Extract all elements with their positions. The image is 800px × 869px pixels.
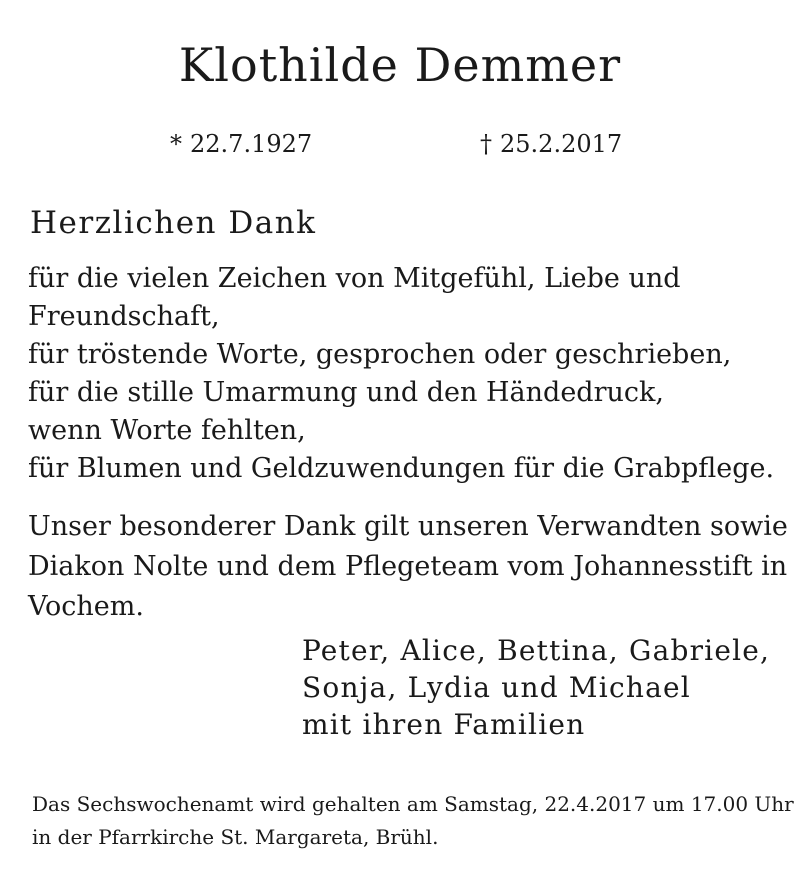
body-line: für die vielen Zeichen von Mitgefühl, Liebe und: [28, 263, 681, 294]
body-line: für Blumen und Geldzuwendungen für die Grabpflege.: [28, 453, 775, 484]
cross-icon: †: [480, 130, 492, 158]
signers: [302, 632, 770, 743]
special-thanks: [28, 507, 788, 627]
deceased-name: Klothilde Demmer: [178, 38, 622, 92]
death-date: 25.2.2017: [500, 130, 623, 158]
asterisk-icon: *: [170, 130, 182, 158]
body-line: für die stille Umarmung und den Händedruck,: [28, 377, 664, 408]
thanks-heading: Herzlichen Dank: [30, 205, 317, 241]
death-date-row: [480, 130, 622, 159]
signer-line: mit ihren Familien: [302, 708, 586, 741]
service-line: in der Pfarrkirche St. Margareta, Brühl.: [32, 825, 439, 849]
special-line: Vochem.: [28, 591, 144, 622]
thanks-body: [28, 260, 788, 488]
service-line: Das Sechswochenamt wird gehalten am Samstag, 22.4.2017 um 17.00 Uhr: [32, 792, 794, 816]
birth-date-row: [170, 130, 312, 159]
body-line: wenn Worte fehlten,: [28, 415, 306, 446]
signer-line: Peter, Alice, Bettina, Gabriele,: [302, 634, 771, 667]
body-line: für tröstende Worte, gesprochen oder geschrieben,: [28, 339, 732, 370]
body-line: Freundschaft,: [28, 301, 220, 332]
special-line: Diakon Nolte und dem Pflegeteam vom Johannesstift in: [28, 551, 788, 582]
memorial-service-info: [32, 788, 792, 854]
special-line: Unser besonderer Dank gilt unseren Verwandten sowie: [28, 511, 788, 542]
signer-line: Sonja, Lydia und Michael: [302, 671, 691, 704]
birth-date: 22.7.1927: [190, 130, 313, 158]
